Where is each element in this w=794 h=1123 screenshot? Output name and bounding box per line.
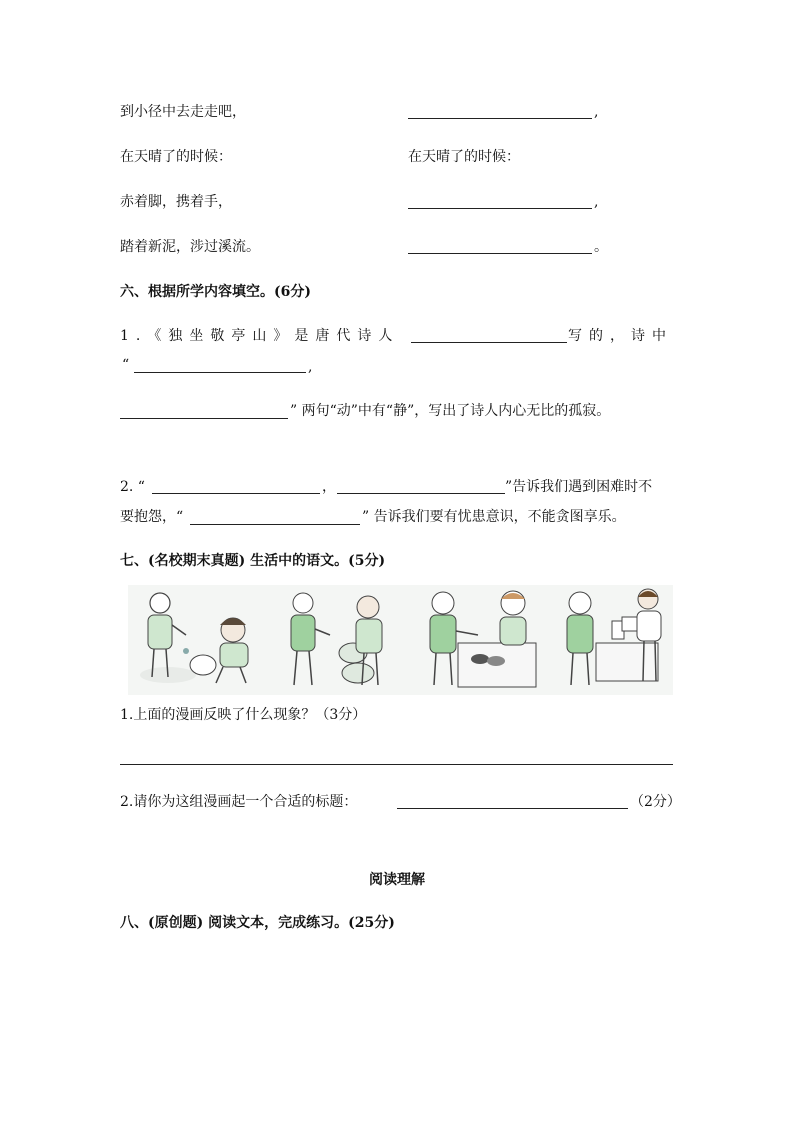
q6-2-text-c: ” 告诉我们要有忧患意识，不能贪图享乐。 <box>362 509 626 525</box>
comic-strip <box>128 585 673 695</box>
poem-line-4: 踏着新泥，涉过溪流。 <box>120 239 260 255</box>
poem-punct-1: , <box>594 104 599 120</box>
section-8-heading: 八、(原创题) 阅读文本，完成练习。(25分) <box>120 915 395 931</box>
poem-line-1: 到小径中去走走吧， <box>120 104 246 120</box>
poem-right-line-2: 在天晴了的时候： <box>408 149 520 165</box>
blank-saying-1[interactable] <box>152 493 320 494</box>
comic-panel-2 <box>291 593 382 685</box>
q6-1-open-quote: “ <box>122 357 130 373</box>
q7-2-text: 2.请你为这组漫画起一个合适的标题： <box>120 794 358 810</box>
blank-poem-line-b[interactable] <box>120 418 288 419</box>
q6-2-text-b: 要抱怨，“ <box>120 509 184 525</box>
q6-2-comma: ， <box>322 479 336 495</box>
blank-saying-2[interactable] <box>337 493 505 494</box>
q6-1-comma: , <box>308 359 313 375</box>
comic-panel-3 <box>430 591 536 687</box>
q7-1-text: 1.上面的漫画反映了什么现象？（3分） <box>120 707 367 723</box>
comic-panel-1 <box>140 593 248 683</box>
q6-1-text-a: 1.《独坐敬亭山》是唐代诗人 <box>120 328 400 344</box>
blank-q7-2-title[interactable] <box>397 808 628 809</box>
q6-1-text-c: ” 两句“动”中有“静”，写出了诗人内心无比的孤寂。 <box>290 403 611 419</box>
blank-poem-line-a[interactable] <box>134 372 306 373</box>
blank-saying-3[interactable] <box>190 524 360 525</box>
poem-punct-2: , <box>594 194 599 210</box>
blank-poet-name[interactable] <box>411 342 567 343</box>
poem-line-3: 赤着脚，携着手， <box>120 194 232 210</box>
comic-panel-4 <box>567 589 661 685</box>
blank-poem-3[interactable] <box>408 253 592 254</box>
poem-punct-3: 。 <box>594 239 608 255</box>
q6-1-text-b: 写的，诗中 <box>568 328 673 344</box>
reading-title: 阅读理解 <box>369 872 425 888</box>
blank-poem-2[interactable] <box>408 208 592 209</box>
q6-2-prefix: 2. “ <box>120 479 145 495</box>
section-6-heading: 六、根据所学内容填空。(6分) <box>120 284 311 300</box>
poem-line-2: 在天晴了的时候： <box>120 149 232 165</box>
section-7-heading: 七、(名校期末真题) 生活中的语文。(5分) <box>120 553 386 569</box>
q6-2-text-a: ”告诉我们遇到困难时不 <box>505 479 653 495</box>
blank-poem-1[interactable] <box>408 118 592 119</box>
blank-q7-1-answer[interactable] <box>120 764 673 765</box>
q7-2-score: （2分） <box>630 794 681 810</box>
